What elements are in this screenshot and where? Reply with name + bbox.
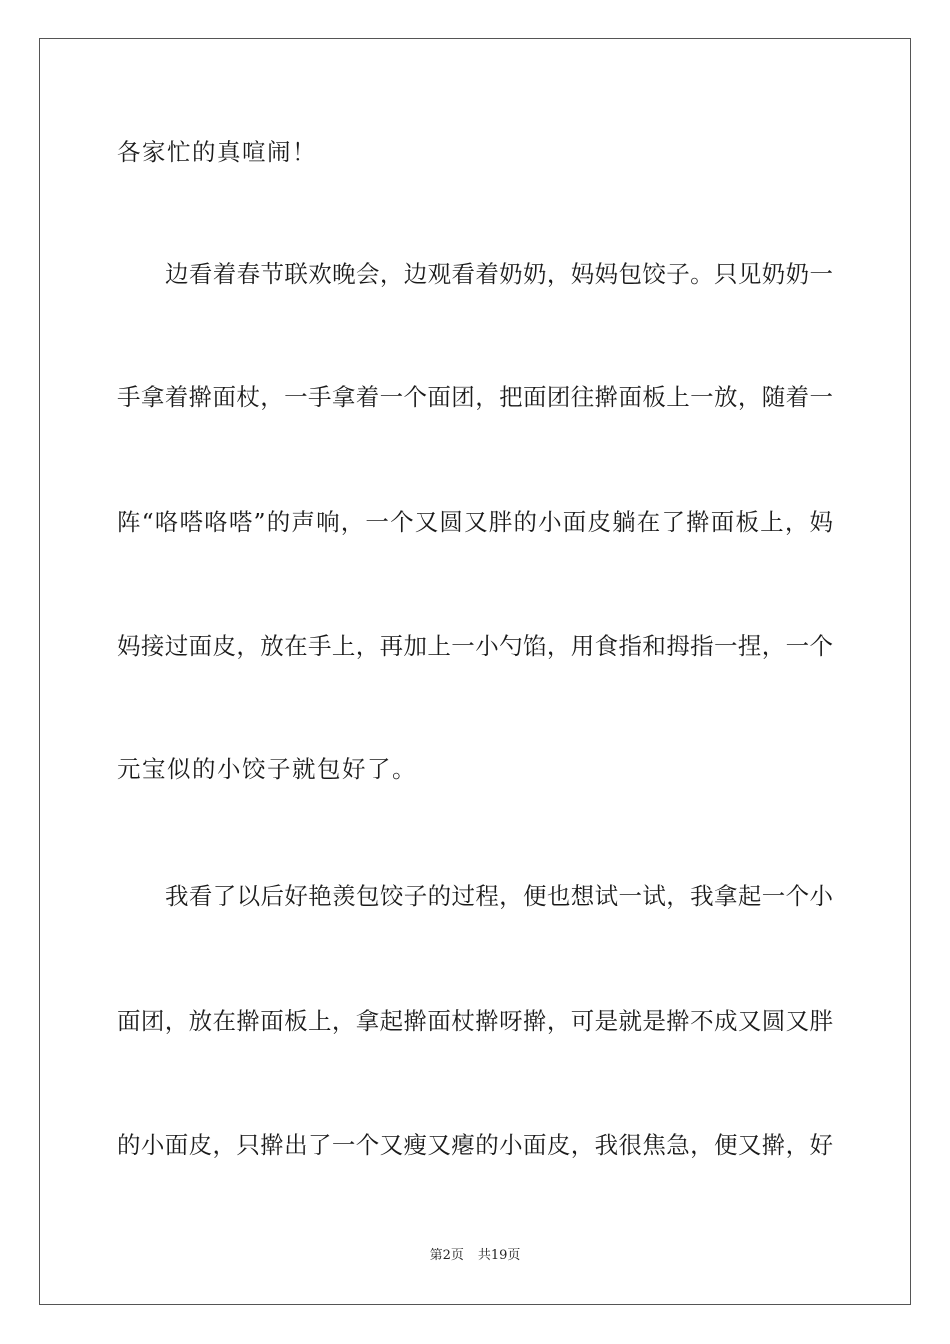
page-number: 第2页 — [429, 1248, 464, 1263]
text-line-3: 手拿着擀面杖，一手拿着一个面团，把面团往擀面板上一放，随着一 — [117, 383, 833, 411]
text-line-9: 的小面皮，只擀出了一个又瘦又瘪的小面皮，我很焦急，便又擀，好 — [117, 1131, 833, 1159]
text-line-5: 妈接过面皮，放在手上，再加上一小勺馅，用食指和拇指一捏，一个 — [117, 632, 833, 660]
text-line-8: 面团，放在擀面板上，拿起擀面杖擀呀擀，可是就是擀不成又圆又胖 — [117, 1007, 833, 1035]
page-footer — [0, 1247, 950, 1265]
page-total: 共19页 — [477, 1248, 521, 1263]
page-frame — [39, 38, 911, 1305]
text-line-2: 边看着春节联欢晚会，边观看着奶奶，妈妈包饺子。只见奶奶一 — [165, 260, 833, 288]
text-line-6: 元宝似的小饺子就包好了。 — [117, 755, 417, 783]
text-line-4: 阵“咯嗒咯嗒”的声响，一个又圆又胖的小面皮躺在了擀面板上，妈 — [117, 508, 833, 536]
text-line-1: 各家忙的真喧闹！ — [117, 138, 317, 166]
text-line-7: 我看了以后好艳羡包饺子的过程，便也想试一试，我拿起一个小 — [165, 882, 833, 910]
